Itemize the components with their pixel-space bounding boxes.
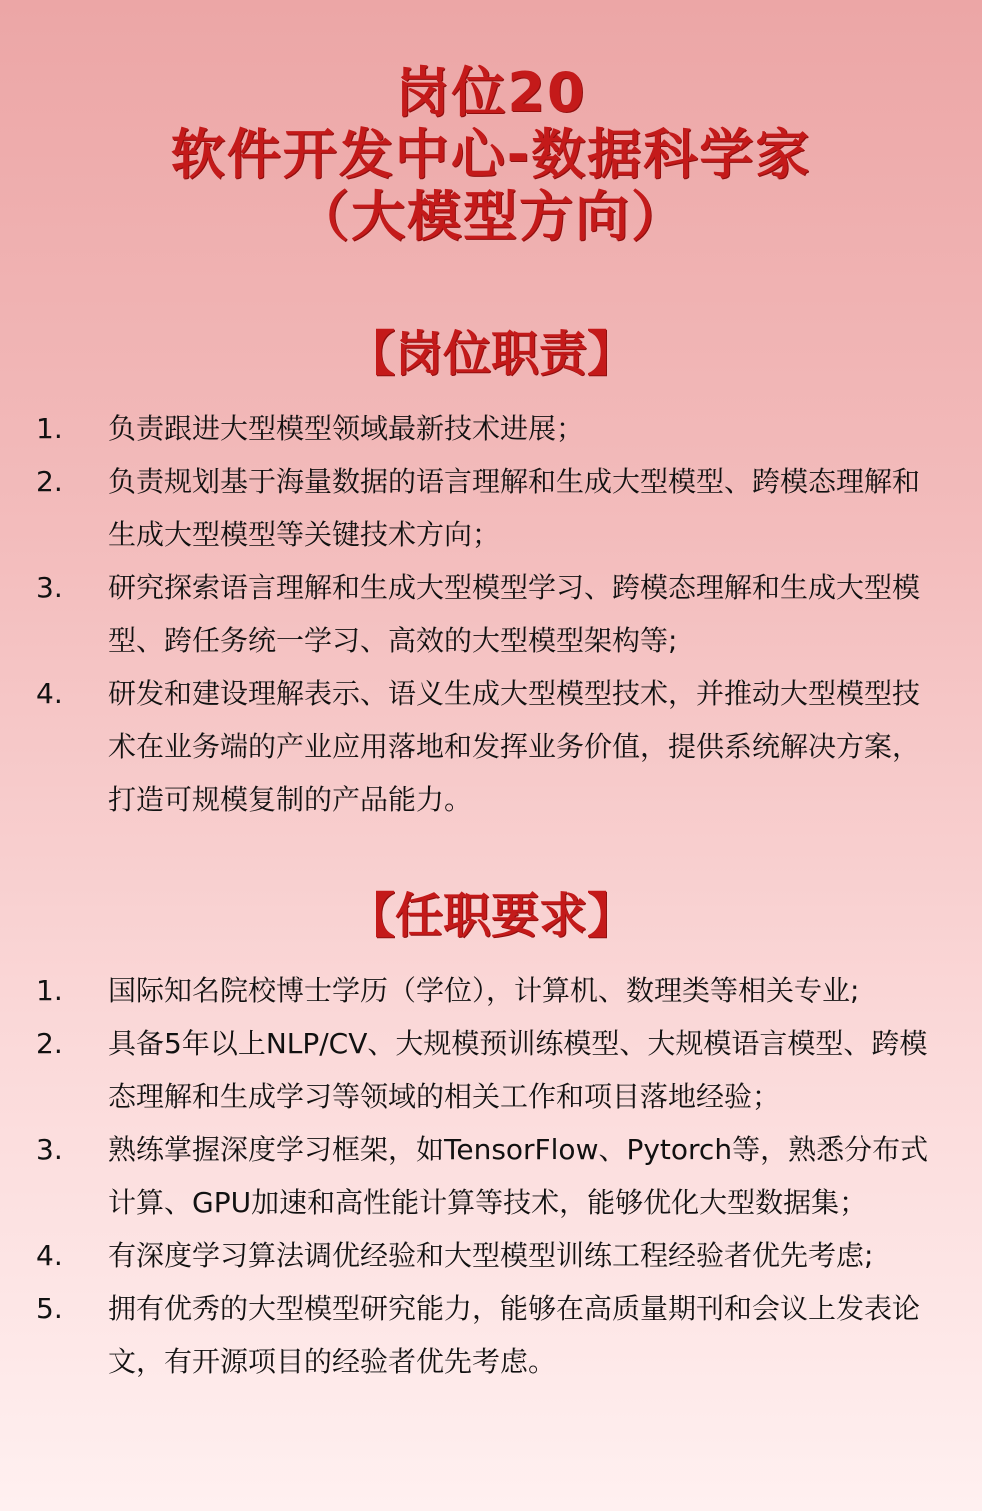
- list-item: [0, 1229, 982, 1282]
- item-text: 熟练掌握深度学习框架，如TensorFlow、Pytorch等，熟悉分布式计算、GPU加速和高性能计算等技术，能够优化大型数据集；: [108, 1133, 929, 1219]
- title-line-1: 岗位20: [395, 61, 587, 124]
- list-item: [0, 964, 982, 1017]
- duties-heading: 【岗位职责】: [346, 326, 635, 382]
- title-line-3: （大模型方向）: [295, 185, 687, 248]
- duties-list: [0, 402, 982, 826]
- item-text: 拥有优秀的大型模型研究能力，能够在高质量期刊和会议上发表论文，有开源项目的经验者优先考虑。: [108, 1292, 921, 1378]
- item-number: 1.: [36, 974, 63, 1007]
- list-item: [0, 561, 982, 667]
- list-item: [0, 1017, 982, 1123]
- item-text: 有深度学习算法调优经验和大型模型训练工程经验者优先考虑;: [108, 1239, 874, 1272]
- item-number: 1.: [36, 412, 63, 445]
- item-text: 负责规划基于海量数据的语言理解和生成大型模型、跨模态理解和生成大型模型等关键技术方向；: [108, 465, 921, 551]
- list-item: [0, 1123, 982, 1229]
- item-number: 2.: [36, 1027, 63, 1060]
- item-number: 4.: [36, 677, 63, 710]
- item-text: 具备5年以上NLP/CV、大规模预训练模型、大规模语言模型、跨模态理解和生成学习等领域的相关工作和项目落地经验；: [108, 1027, 928, 1113]
- item-text: 研究探索语言理解和生成大型模型学习、跨模态理解和生成大型模型、跨任务统一学习、高效的大型模型架构等;: [108, 571, 921, 657]
- list-item: [0, 667, 982, 826]
- item-number: 2.: [36, 465, 63, 498]
- item-number: 3.: [36, 571, 63, 604]
- list-item: [0, 402, 982, 455]
- list-item: [0, 1282, 982, 1388]
- item-text: 研发和建设理解表示、语义生成大型模型技术，并推动大型模型技术在业务端的产业应用落地和发挥业务价值，提供系统解决方案，打造可规模复制的产品能力。: [108, 677, 921, 816]
- requirements-list: [0, 964, 982, 1388]
- item-text: 国际知名院校博士学历（学位），计算机、数理类等相关专业;: [108, 974, 860, 1007]
- item-number: 4.: [36, 1239, 63, 1272]
- title-line-2: 软件开发中心-数据科学家: [170, 123, 812, 186]
- item-text: 负责跟进大型模型领域最新技术进展；: [108, 412, 585, 445]
- page-title: [0, 62, 982, 248]
- item-number: 5.: [36, 1292, 63, 1325]
- requirements-heading: 【任职要求】: [346, 888, 635, 944]
- item-number: 3.: [36, 1133, 63, 1166]
- list-item: [0, 455, 982, 561]
